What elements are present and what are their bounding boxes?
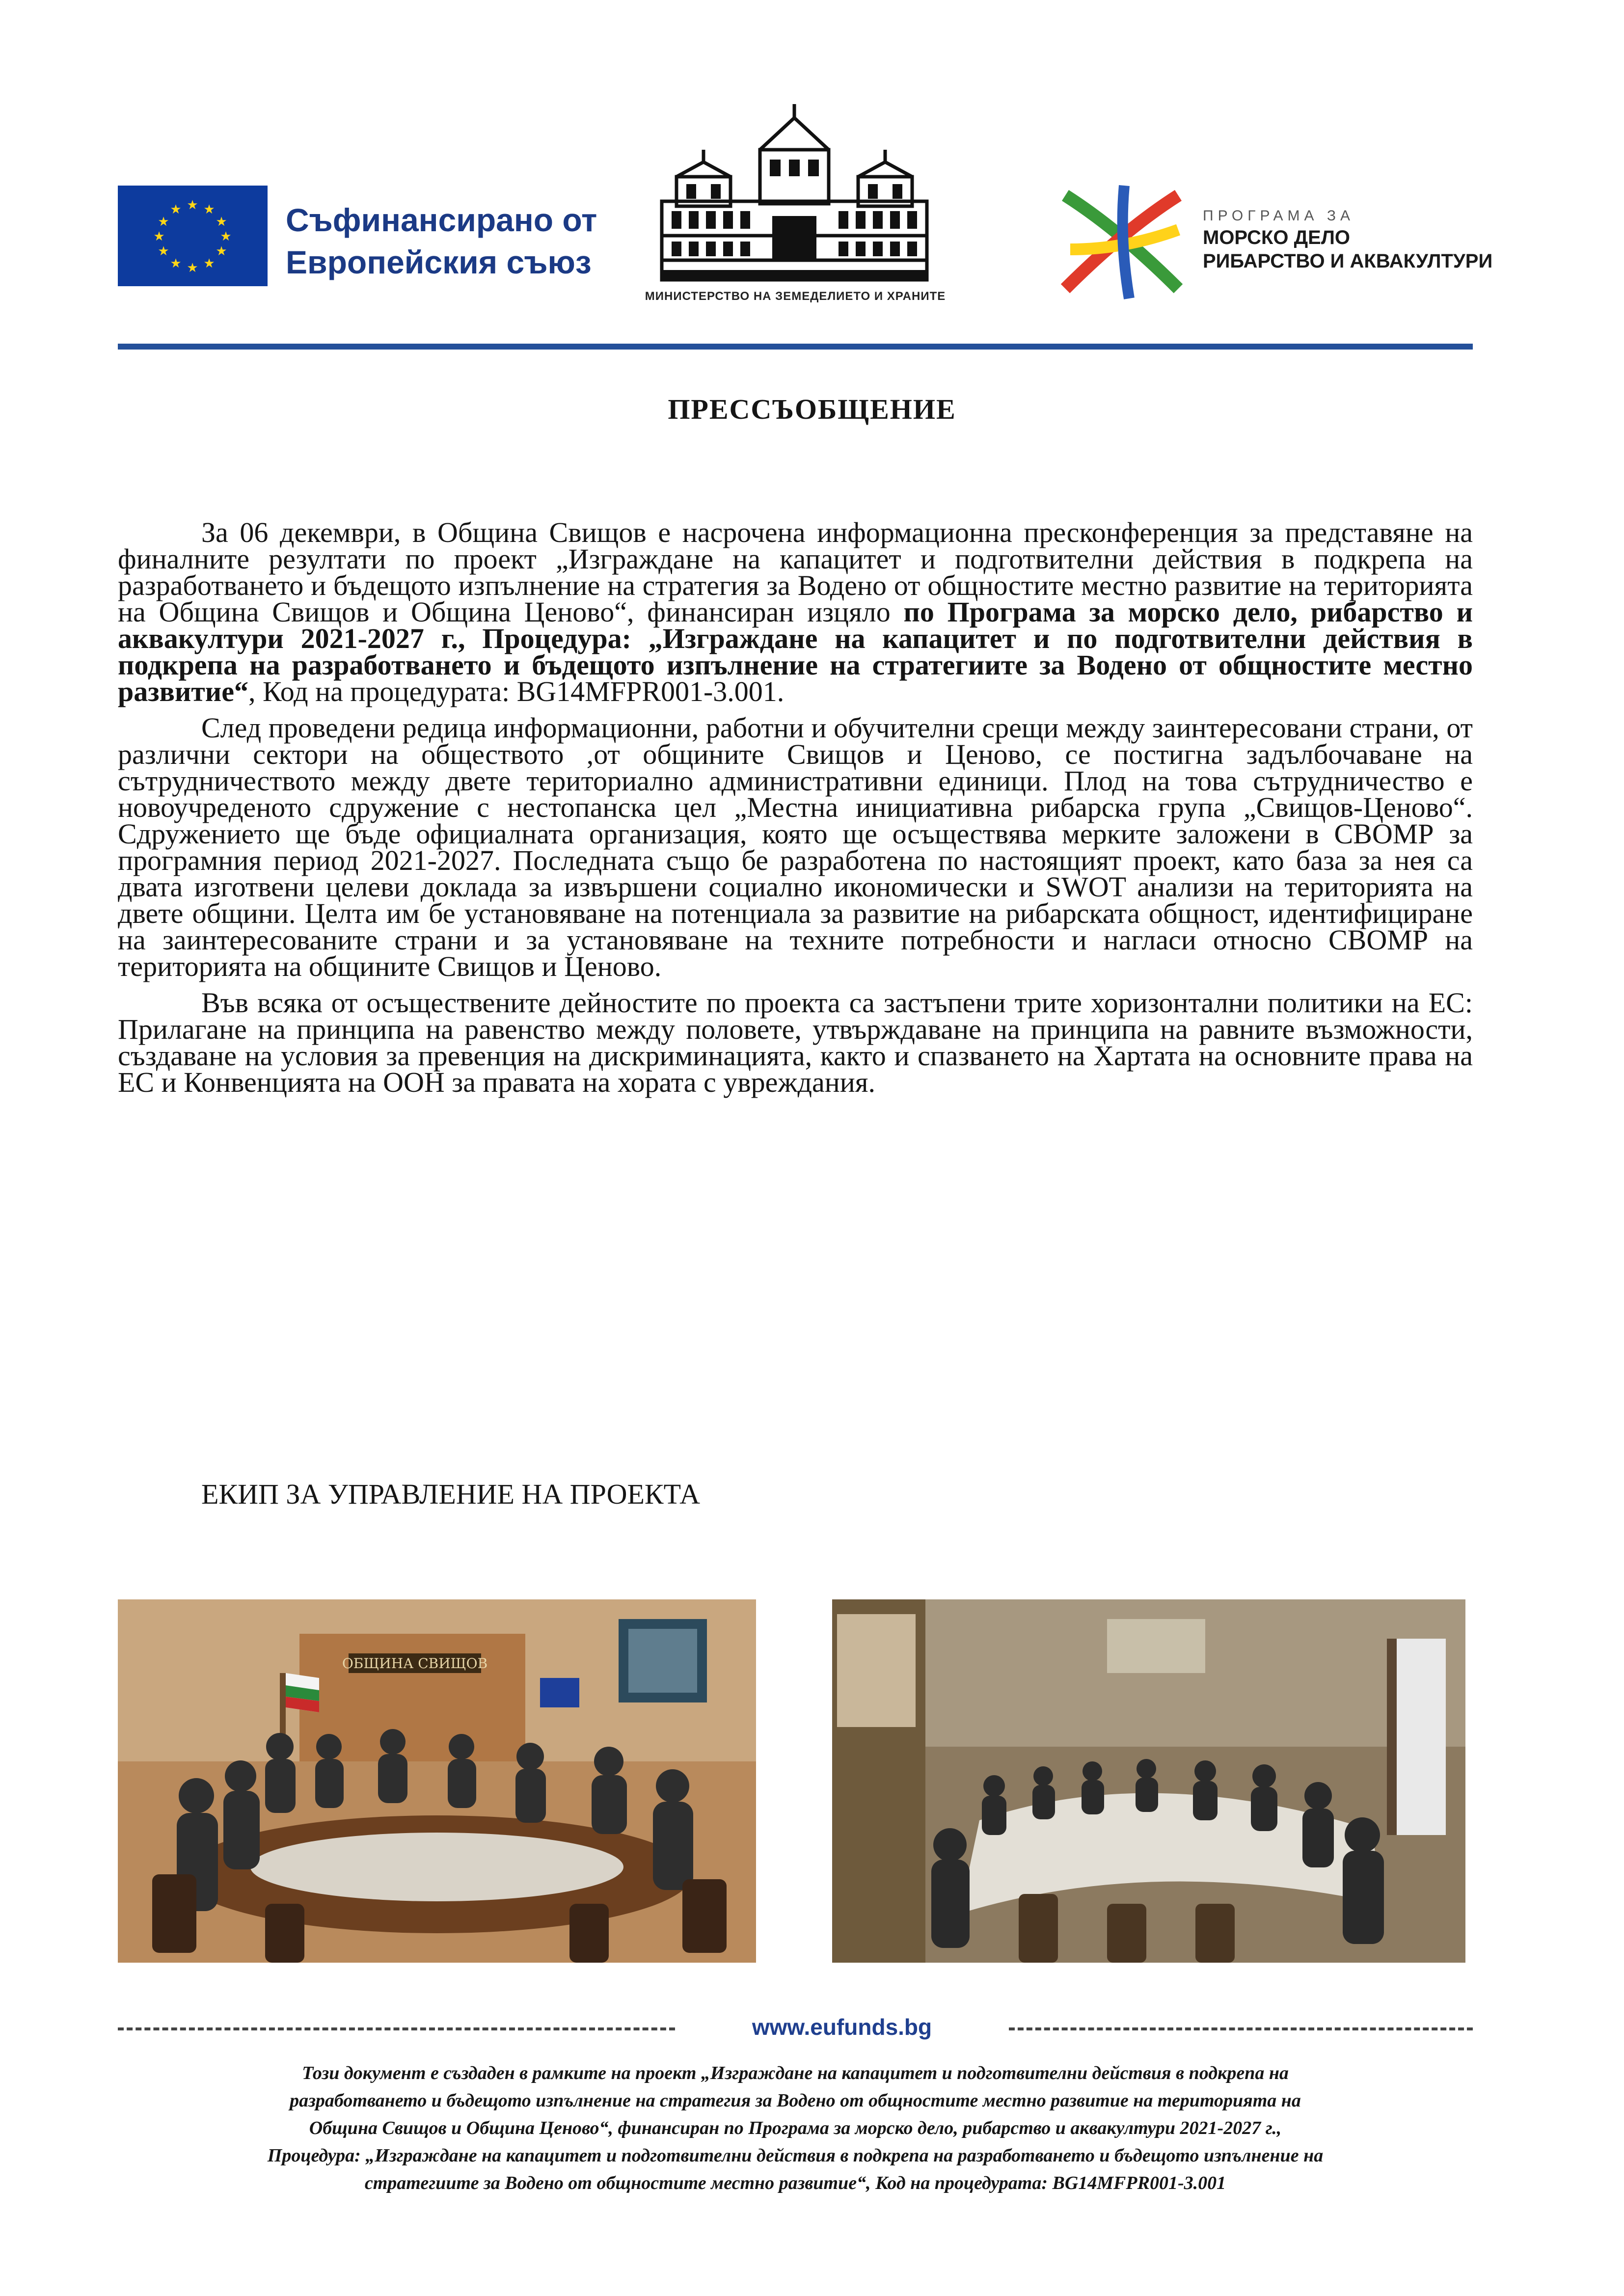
letterhead (0, 0, 1624, 363)
svg-text:★: ★ (158, 215, 169, 229)
svg-text:★: ★ (158, 244, 169, 259)
eu-label-line2: Европейския съюз (286, 244, 592, 280)
footer-disclaimer (118, 2059, 1473, 2197)
footer-dashes-right (1009, 2027, 1473, 2030)
program-name-line1: МОРСКО ДЕЛО (1203, 227, 1350, 248)
eu-label-line1: Съфинансирано от (286, 202, 597, 238)
footer-url-link[interactable]: www.eufunds.bg (752, 2014, 932, 2040)
svg-text:★: ★ (153, 229, 165, 244)
program-pre-label: ПРОГРАМА ЗА (1203, 208, 1354, 224)
eu-flag-icon (118, 186, 268, 286)
header-divider (118, 344, 1473, 350)
svg-text:★: ★ (220, 229, 232, 244)
photo-1-sign: ОБЩИНА СВИЩОВ (342, 1655, 488, 1672)
paragraph-3: Във всяка от осъществените дейностите по проекта са застъпени трите хоризонтални политики на ЕС: Прилагане на принципа на равенство между половете, утвърждаване на принципа на равните възможности, създаване на условия за превенция на дискриминацията, както и спазването на Хартата на основните права на ЕС и Конвенцията на ООН за правата на хората с увреждания. (118, 987, 1473, 1098)
paragraph-1-bold: по Програма за морско дело, рибарство и аквакултури 2021-2027 г., Процедура: „Изграждане на капацитет и по подготвителни действия в подкрепа на разработването и бъдещото изпълнение на стратегиите за Водено от общностите местно развитие“ (118, 596, 1473, 707)
program-logo-icon (1056, 176, 1188, 303)
footer-note-line: Община Свищов и Община Ценово“, финансиран по Програма за морско дело, рибарство и аквакултури 2021-2027 г., (309, 2118, 1282, 2138)
paragraph-2: След проведени редица информационни, работни и обучителни срещи между заинтересовани страни, от различни сектори на обществото ,от общините Свищов и Ценово, се постигна задълбочаване на сътрудничеството между двете териториално административни единици. Плод на това сътрудничество е новоучреденото сдружение с нестопанска цел „Местна инициативна рибарска група „Свищов-Ценово“. Сдружението ще бъде официалната организация, която ще осъществява мерките заложени в СВОМР за програмния период 2021-2027. Последната също бе разработена по настоящият проект, като база за нея са двата изготвени целеви доклада за извършени социално икономически и SWOT анализи на територията на двете общини. Целта им бе установяване на потенциала за развитие на рибарската общност, идентифициране на заинтересованите страни и за установяване на техните потребности и нагласи относно СВОМР на територията на общините Свищов и Ценово. (118, 712, 1473, 982)
svg-text:★: ★ (170, 202, 182, 217)
footer-note-line: разработването и бъдещото изпълнение на стратегия за Водено от общностите местно развитие на територията на (290, 2090, 1301, 2111)
eu-cofinanced-label (286, 199, 597, 283)
svg-text:★: ★ (216, 244, 227, 259)
ministry-building-logo (647, 103, 942, 290)
paragraph-1 (118, 516, 1473, 707)
program-name-line2: РИБАРСТВО И АКВАКУЛТУРИ (1203, 250, 1493, 272)
svg-text:★: ★ (203, 202, 215, 217)
footer-note-line: стратегиите за Водено от общностите местно развитие“, Код на процедурата: BG14MFPR001-3.001 (364, 2173, 1226, 2193)
ministry-caption: МИНИСТЕРСТВО НА ЗЕМЕДЕЛИЕТО И ХРАНИТЕ (645, 290, 946, 303)
svg-text:★: ★ (187, 261, 198, 275)
press-release-body (118, 516, 1473, 1106)
page-title: ПРЕССЪОБЩЕНИЕ (668, 393, 956, 425)
paragraph-1-text: За 06 декември, в Община Свищов е насрочена информационна пресконференция за представяне на финалните резултати по проект „Изграждане на капацитет и подготвителни действия в подкрепа на разработването и бъдещото изпълнение на стратегия за Водено от общностите местно развитие на територията на Община Свищов и Община Ценово“, финансиран изцяло (118, 516, 1473, 628)
paragraph-1-code: , Код на процедурата: BG14MFPR001-3.001. (248, 675, 785, 707)
footer-dashes-left (118, 2027, 675, 2030)
svg-text:★: ★ (216, 215, 227, 229)
signature-team: ЕКИП ЗА УПРАВЛЕНИЕ НА ПРОЕКТА (201, 1478, 700, 1510)
meeting-photo-1 (118, 1599, 756, 1963)
footer-note-line: Този документ е създаден в рамките на проект „Изграждане на капацитет и подготвителни действия в подкрепа на (302, 2063, 1289, 2083)
footer-url-line (118, 2014, 1473, 2043)
footer-note-line: Процедура: „Изграждане на капацитет и подготвителни действия в подкрепа на разработването и бъдещото изпълнение на (267, 2145, 1324, 2166)
meeting-photo-2 (832, 1599, 1465, 1963)
program-label (1203, 206, 1492, 273)
svg-text:★: ★ (203, 256, 215, 271)
svg-text:★: ★ (187, 198, 198, 213)
svg-text:★: ★ (170, 256, 182, 271)
